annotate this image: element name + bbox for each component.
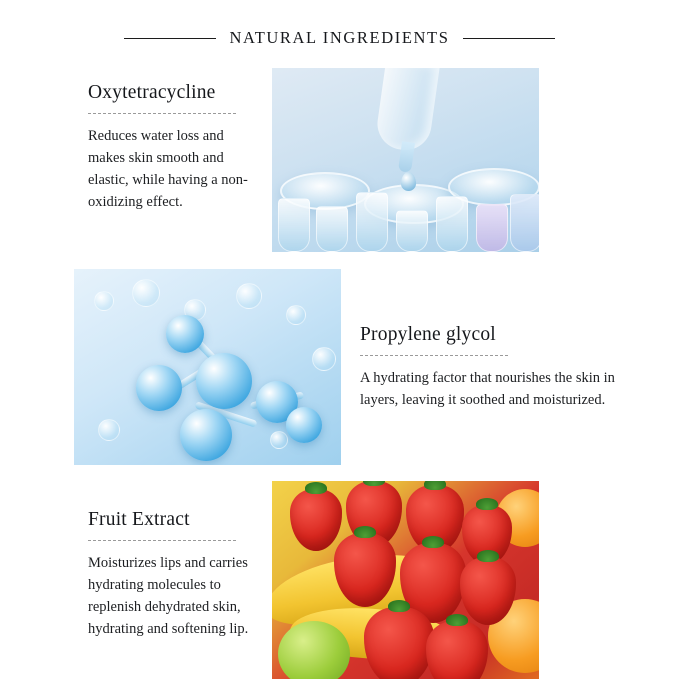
- bubble-icon: [98, 419, 120, 441]
- test-tube-icon: [278, 198, 310, 252]
- bubble-icon: [312, 347, 336, 371]
- droplet-icon: [401, 172, 416, 191]
- ingredient-name: Fruit Extract: [88, 509, 190, 530]
- ingredient-row-oxytetracycline: [0, 68, 679, 252]
- test-tube-icon: [476, 204, 508, 252]
- ingredient-text-block: [341, 269, 631, 411]
- test-tube-icon: [316, 206, 348, 252]
- ingredient-row-propylene-glycol: [0, 269, 679, 465]
- ingredient-image-fruit: [272, 481, 539, 679]
- ingredient-description: Moisturizes lips and carries hydrating molecules to replenish dehydrated skin, hydrating and softening lip.: [88, 555, 249, 638]
- header-rule-right: [463, 38, 555, 39]
- strawberry-icon: [426, 621, 488, 679]
- test-tube-icon: [510, 194, 539, 252]
- ingredient-name: Oxytetracycline: [88, 82, 216, 103]
- strawberry-icon: [364, 607, 434, 679]
- bubble-icon: [132, 279, 160, 307]
- molecule-atom: [166, 315, 204, 353]
- test-tube-icon: [356, 192, 388, 252]
- pipette-tip-icon: [398, 141, 415, 173]
- ingredient-name: Propylene glycol: [360, 324, 496, 345]
- strawberry-icon: [290, 489, 342, 551]
- dashed-divider: [88, 540, 236, 541]
- molecule-atom: [136, 365, 182, 411]
- molecule-atom: [180, 409, 232, 461]
- bubble-icon: [270, 431, 288, 449]
- ingredient-text-block: [0, 68, 262, 213]
- dashed-divider: [360, 355, 508, 356]
- molecule-atom: [286, 407, 322, 443]
- header-rule-left: [124, 38, 216, 39]
- test-tube-icon: [436, 196, 468, 252]
- ingredient-description: Reduces water loss and makes skin smooth and elastic, while having a non-oxidizing effect.: [88, 128, 248, 211]
- dashed-divider: [88, 113, 236, 114]
- ingredient-description: A hydrating factor that nourishes the skin in layers, leaving it soothed and moisturized.: [360, 370, 615, 409]
- ingredient-row-fruit-extract: [0, 481, 679, 679]
- ingredient-image-dropper: [272, 68, 539, 252]
- bubble-icon: [236, 283, 262, 309]
- bubble-icon: [94, 291, 114, 311]
- bubble-icon: [286, 305, 306, 325]
- lime-icon: [278, 621, 350, 679]
- molecule-atom: [196, 353, 252, 409]
- pipette-icon: [374, 68, 440, 153]
- ingredient-image-molecule: [74, 269, 341, 465]
- page-title: NATURAL INGREDIENTS: [229, 28, 450, 47]
- test-tube-icon: [396, 210, 428, 252]
- ingredient-text-block: [0, 481, 262, 640]
- page-header: [0, 0, 679, 54]
